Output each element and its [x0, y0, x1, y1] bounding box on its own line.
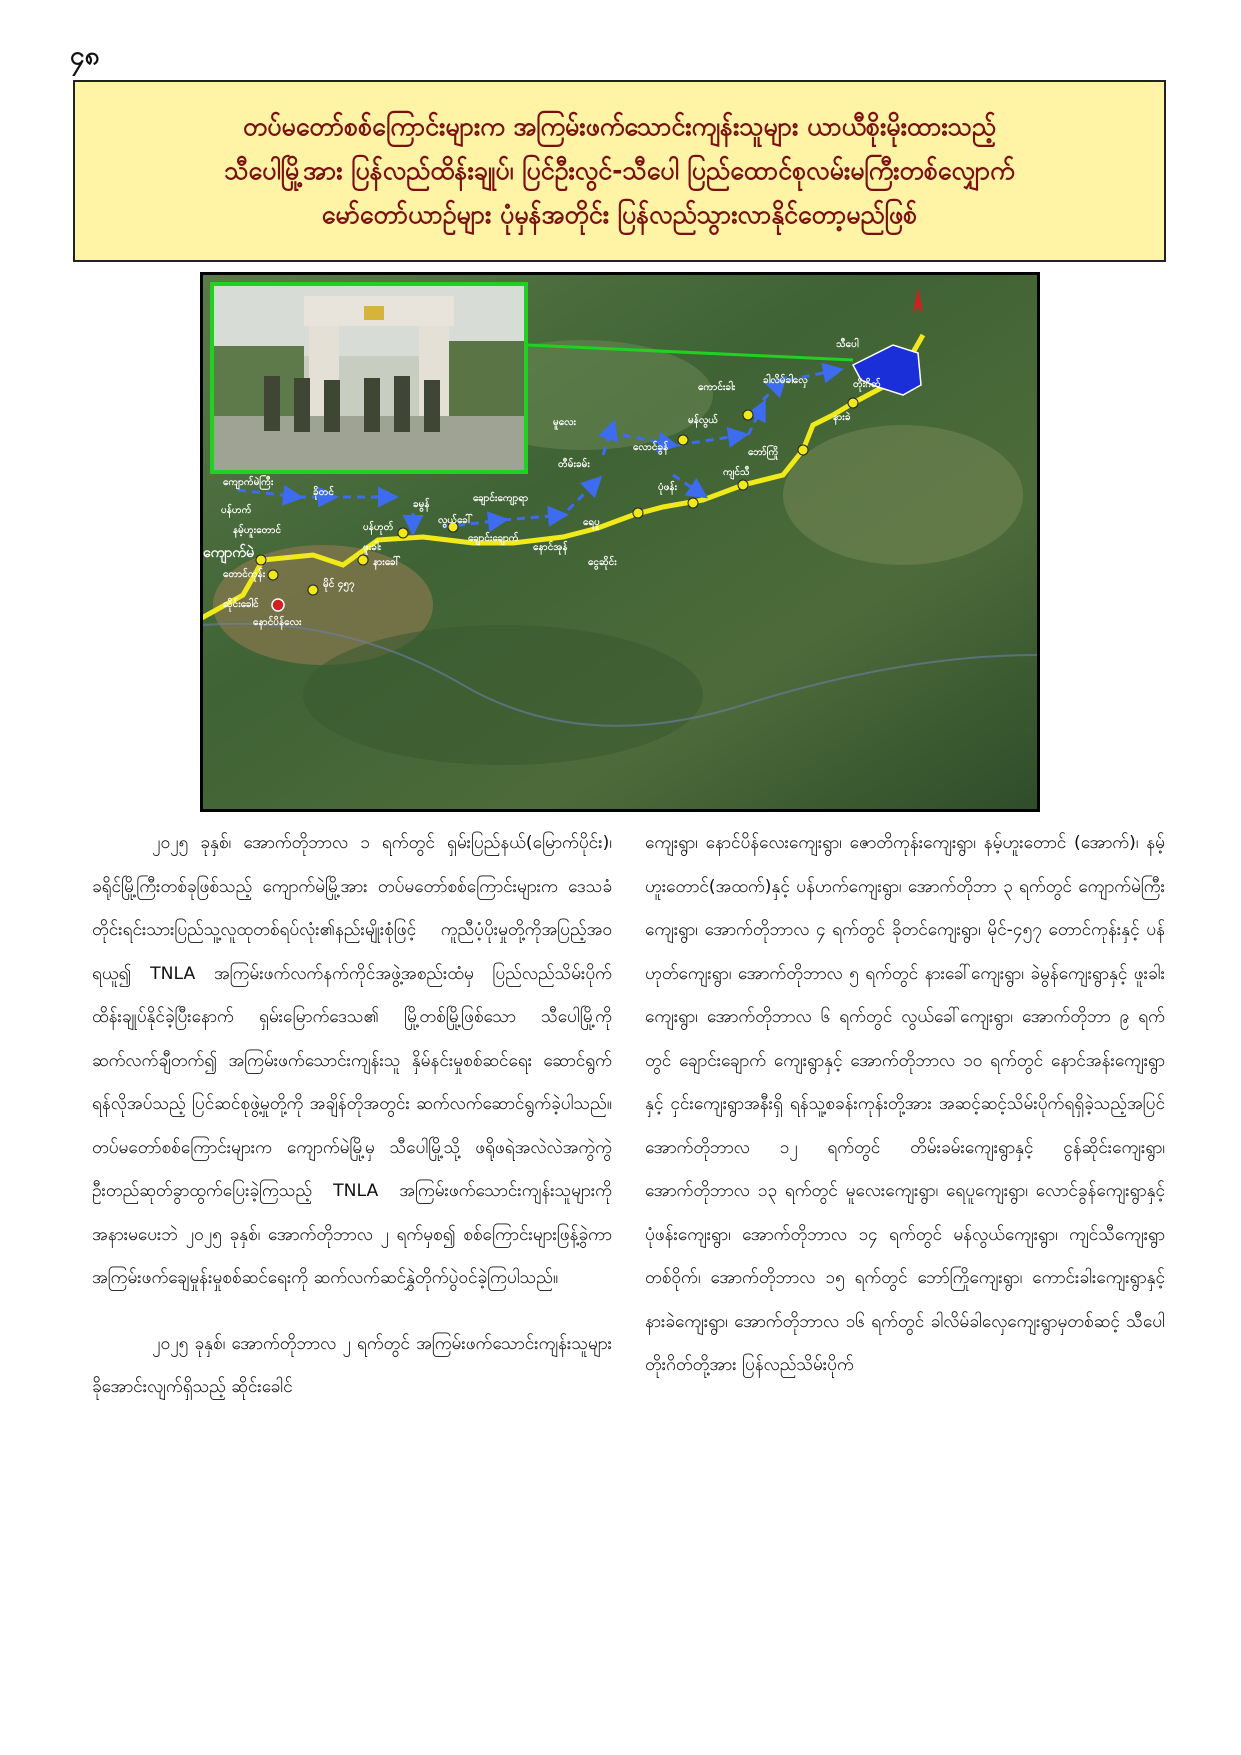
- map-label: နောင်ပိန်လေး: [253, 617, 302, 628]
- map-label: တိုးဂိတ်: [853, 379, 881, 390]
- map-label: နားခဲ: [833, 412, 851, 423]
- village-dot: [633, 508, 643, 518]
- map-label: နားခေါ်: [373, 557, 401, 568]
- inset-photo-soldiers-at-gate: [210, 282, 528, 474]
- map-label: ဘော်ကြို: [748, 447, 779, 458]
- map-label: နောင်အုန်: [533, 542, 568, 553]
- body-paragraph: ၂၀၂၅ ခုနှစ်၊ အောက်တိုဘာလ ၂ ရက်တွင် အကြမ်းဖက်သောင်းကျန်းသူများ ခိုအောင်းလျက်ရှိသည့် ဆိုင်းခေါင်: [92, 1333, 612, 1397]
- map-label: ခါလိမ်ခါလှေ: [763, 375, 808, 386]
- map-label: လွယ်ခေါ်: [438, 515, 473, 526]
- headline-line-1: တပ်မတော်စစ်ကြောင်းများက အကြမ်းဖက်သောင်းကျန်းသူများ ယာယီစိုးမိုးထားသည့်: [242, 112, 997, 141]
- map-label: ကျင်သီ: [723, 467, 750, 478]
- map-label: ချောင်းကျော့ရာ: [473, 493, 529, 504]
- map-label: ကောင်းခါး: [698, 382, 736, 393]
- body-column-left: [92, 822, 612, 1410]
- map-label: ခိုတင်: [313, 487, 334, 498]
- map-label: ပန်ဟက်: [221, 505, 252, 516]
- village-dot: [268, 570, 278, 580]
- map-label: တောင်ကုန်း: [223, 569, 266, 580]
- village-dot: [256, 555, 266, 565]
- map-label: နမ့်ဟူးတောင်: [233, 525, 282, 536]
- map-label: ဆိုင်းခေါင်: [223, 599, 259, 610]
- headline-box: [73, 80, 1166, 262]
- map-label: ကျောက်မဲကြီး: [223, 477, 274, 488]
- origin-marker: [272, 599, 284, 611]
- village-dot: [678, 435, 688, 445]
- hsipaw-label: သီပေါ: [836, 339, 859, 350]
- map-label: ပုံဖန်း: [658, 482, 678, 493]
- map-label: တီမ်းခမ်း: [558, 459, 590, 470]
- map-label: မန်လွယ်: [688, 415, 718, 426]
- terrain-patch: [303, 625, 703, 765]
- village-dot: [688, 498, 698, 508]
- map-label: မိုင် ၄၅၇: [323, 579, 355, 590]
- map-label: ခမွန်: [413, 499, 430, 510]
- village-dot: [798, 445, 808, 455]
- map-label: လောင်ခွန်: [633, 442, 669, 453]
- village-dot: [358, 555, 368, 565]
- village-dot: [743, 410, 753, 420]
- map-label: ပန်ဟုတ်: [363, 522, 394, 533]
- map-label: ရေပူ: [583, 517, 600, 528]
- map-label: ချောင်းချောက်: [468, 533, 519, 544]
- village-dot: [308, 585, 318, 595]
- flag-icon: [364, 306, 384, 320]
- map-label-kyaukme: ကျောက်မဲ: [203, 545, 254, 561]
- map-label: မူလေး: [553, 417, 577, 428]
- terrain-patch: [783, 425, 1023, 565]
- page-number: ၄၈: [70, 41, 100, 71]
- map-label: ဖူးခါး: [363, 542, 382, 553]
- body-paragraph: ၂၀၂၅ ခုနှစ်၊ အောက်တိုဘာလ ၁ ရက်တွင် ရှမ်းပြည်နယ်(မြောက်ပိုင်း)၊ ခရိုင်မြို့ကြီးတစ်ခုဖြစ်သည့် ကျောက်မဲမြို့အား တပ်မတော်စစ်ကြောင်းများက ဒေသခံတိုင်းရင်းသားပြည်သူ့လူထုတစ်ရပ်လုံး၏နည်းမျိုးစုံဖြင့် ကူညီပံ့ပိုးမှုတို့ကိုအပြည့်အဝရယူ၍ TNLA အကြမ်းဖက်လက်နက်ကိုင်အဖွဲ့အစည်းထံမှ ပြည်လည်သိမ်းပိုက်ထိန်းချုပ်နိုင်ခဲ့ပြီးနောက် ရှမ်းမြောက်ဒေသ၏ မြို့တစ်မြို့ဖြစ်သော သီပေါမြို့ကို ဆက်လက်ချီတက်၍ အကြမ်းဖက်သောင်းကျန်းသူ နှိမ်နင်းမှုစစ်ဆင်ရေး ဆောင်ရွက်ရန်လိုအပ်သည့် ပြင်ဆင်စုဖွဲ့မှုတို့ကို အချိန်တိုအတွင်း ဆက်လက်ဆောင်ရွက်ခဲ့ပါသည်။ တပ်မတော်စစ်ကြောင်းများက ကျောက်မဲမြို့မှ သီပေါမြို့သို့ ဖရိုဖရဲအလဲလဲအကွဲကွဲ ဦးတည်ဆုတ်ခွာထွက်ပြေးခဲ့ကြသည့် TNLA အကြမ်းဖက်သောင်းကျန်းသူများကို အနားမပေးဘဲ ၂၀၂၅ ခုနှစ်၊ အောက်တိုဘာလ ၂ ရက်မှစ၍ စစ်ကြောင်းများဖြန့်ခွဲကာ အကြမ်းဖက်ချေမှုန်းမှုစစ်ဆင်ရေးကို ဆက်လက်ဆင်နွှဲတိုက်ပွဲဝင်ခဲ့ကြပါသည်။: [92, 833, 612, 1288]
- map-label: ငွေဆိုင်း: [588, 557, 617, 568]
- village-dot: [848, 398, 858, 408]
- inset-photo-svg: [214, 286, 524, 470]
- village-dot: [738, 480, 748, 490]
- village-dot: [398, 528, 408, 538]
- headline-line-3: မော်တော်ယာဉ်များ ပုံမှန်အတိုင်း ပြန်လည်သွားလာနိုင်တော့မည်ဖြစ်: [321, 200, 918, 229]
- body-column-right: [645, 822, 1165, 1388]
- headline-line-2: သီပေါမြို့အား ပြန်လည်ထိန်းချုပ်၊ ပြင်ဦးလွင်-သီပေါ ပြည်ထောင်စုလမ်းမကြီးတစ်လျှောက်: [224, 156, 1015, 185]
- body-paragraph: ကျေးရွာ၊ နောင်ပိန်လေးကျေးရွာ၊ ဇောတိကုန်းကျေးရွာ၊ နမ့်ဟူးတောင် (အောက်)၊ နမ့်ဟူးတောင်(အထက်)နှင့် ပန်ဟက်ကျေးရွာ၊ အောက်တိုဘာ ၃ ရက်တွင် ကျောက်မဲကြီးကျေးရွာ၊ အောက်တိုဘာလ ၄ ရက်တွင် ခိုတင်ကျေးရွာ၊ မိုင်-၄၅၇ တောင်ကုန်းနှင့် ပန်ဟုတ်ကျေးရွာ၊ အောက်တိုဘာလ ၅ ရက်တွင် နားခေါ်ကျေးရွာ၊ ခဲမွန်ကျေးရွာနှင့် ဖူးခါးကျေးရွာ၊ အောက်တိုဘာလ ၆ ရက်တွင် လွယ်ခေါ်ကျေးရွာ၊ အောက်တိုဘာ ၉ ရက်တွင် ချောင်းချောက် ကျေးရွာနှင့် အောက်တိုဘာလ ၁၀ ရက်တွင် နောင်အန်းကျေးရွာနှင့် ငှင်းကျေးရွာအနီးရှိ ရန်သူ့စခန်းကုန်းတို့အား အဆင့်ဆင့်သိမ်းပိုက်ရရှိခဲ့သည့်အပြင် အောက်တိုဘာလ ၁၂ ရက်တွင် တိမ်းခမ်းကျေးရွာနှင့် ငွန်ဆိုင်းကျေးရွာ၊ အောက်တိုဘာလ ၁၃ ရက်တွင် မူလေးကျေးရွာ၊ ရေပူကျေးရွာ၊ လောင်ခွန်ကျေးရွာနှင့် ပုံဖန်းကျေးရွာ၊ အောက်တိုဘာလ ၁၄ ရက်တွင် မန်လွယ်ကျေးရွာ၊ ကျင်သီကျေးရွာတစ်ဝိုက်၊ အောက်တိုဘာလ ၁၅ ရက်တွင် ဘော်ကြိုကျေးရွာ၊ ကောင်းခါးကျေးရွာနှင့် နားခဲကျေးရွာ၊ အောက်တိုဘာလ ၁၆ ရက်တွင် ခါလိမ်ခါလှေကျေးရွာမှတစ်ဆင့် သီပေါတိုးဂိတ်တို့အား ပြန်လည်သိမ်းပိုက်: [645, 833, 1165, 1375]
